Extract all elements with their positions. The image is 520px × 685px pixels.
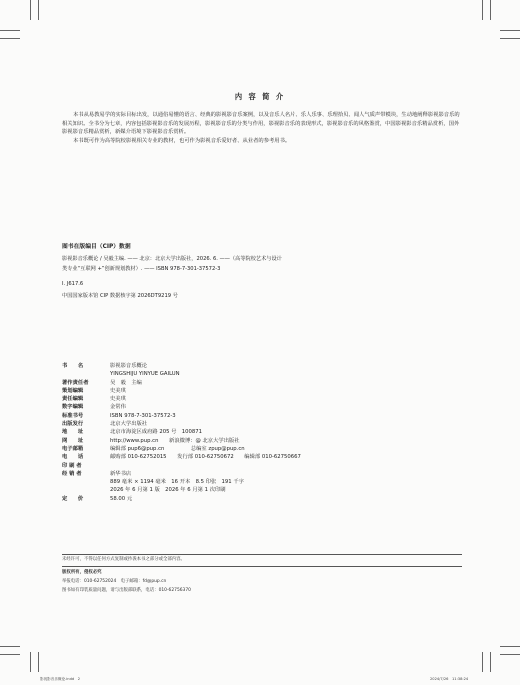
crop-mark	[490, 652, 491, 672]
cip-line: 类专业“互联网 +”创新规划教材）. —— ISBN 978-7-301-37572-3	[62, 266, 221, 272]
crop-mark	[38, 0, 39, 20]
crop-mark	[500, 646, 520, 647]
crop-mark	[482, 0, 483, 20]
row-label: 经 销 者	[62, 470, 82, 477]
row-value: 影视影音乐概论	[110, 363, 148, 369]
row-label: 数字编辑	[62, 404, 84, 411]
crop-mark	[0, 38, 20, 39]
row-label: 定 价	[62, 495, 84, 502]
row-value: 58.00 元	[110, 495, 133, 502]
timestamp-slug: 2024/7/26 11:38:24	[430, 677, 469, 681]
colophon-row	[62, 445, 462, 453]
crop-mark	[500, 30, 520, 31]
colophon-table	[62, 362, 462, 503]
colophon-row	[62, 462, 462, 470]
colophon-row	[62, 486, 462, 494]
row-label: 印 刷 者	[62, 462, 82, 469]
crop-mark	[0, 654, 20, 655]
copyright-notice: 未经许可，不得以任何方式复制或抄袭本书之部分或全部内容。	[62, 557, 185, 562]
colophon-row	[62, 420, 462, 428]
cip-record-number: 中国国家版本馆 CIP 数据核字第 2026DT9219 号	[62, 293, 178, 299]
row-label: 地 址	[62, 429, 84, 436]
row-value: http://www.pup.cn 新浪微博：@ 北京大学出版社	[110, 437, 240, 444]
colophon-row	[62, 453, 462, 461]
intro-paragraph: 本书既可作为高等院校影视相关专业的教材，也可作为影视音乐爱好者、从业者的参考用书。	[73, 137, 291, 144]
intro-body	[62, 111, 460, 145]
row-value: 新华书店	[110, 470, 132, 477]
colophon-row	[62, 412, 462, 420]
colophon-row	[62, 370, 462, 378]
rights-reserved: 版权所有，侵权必究	[62, 570, 102, 575]
crop-mark	[0, 646, 20, 647]
colophon-row	[62, 379, 462, 387]
crop-mark	[0, 30, 20, 31]
colophon-row	[62, 428, 462, 436]
row-value: 编辑部 pup6@pup.cn 总编室 zpup@pup.cn	[110, 445, 245, 452]
colophon-row	[62, 362, 462, 370]
colophon-row	[62, 470, 462, 478]
crop-mark	[30, 652, 31, 672]
row-value: ISBN 978-7-301-37572-3	[110, 412, 176, 419]
colophon-row	[62, 478, 462, 486]
cip-title: 图书在版编目（CIP）数据	[62, 244, 131, 250]
colophon-row	[62, 495, 462, 503]
row-label: 策划编辑	[62, 387, 84, 394]
row-label: 网 址	[62, 437, 84, 444]
crop-mark	[482, 652, 483, 672]
print-quality-contact: 图书如有印装质量问题，请与出版部联系，电话：010-62756370	[62, 588, 191, 593]
row-value: 2026 年 6 月第 1 版 2026 年 6 月第 1 次印刷	[110, 487, 226, 494]
row-value: 北京大学出版社	[110, 421, 148, 428]
row-label: 出版发行	[62, 421, 84, 428]
row-label: 电子邮箱	[62, 445, 84, 452]
crop-mark	[490, 0, 491, 20]
row-value: 北京市海淀区成府路 205 号 100871	[110, 429, 202, 436]
row-value: YINGSHIJU YINYUE GAILUN	[110, 371, 180, 378]
crop-mark	[30, 0, 31, 20]
divider	[62, 566, 462, 567]
crop-mark	[500, 654, 520, 655]
cip-line: 影视影音乐概论 / 吴毅主编. —— 北京：北京大学出版社，2026. 6. ——（高等院校艺术与设计	[62, 256, 282, 262]
row-value: 金常伟	[110, 404, 126, 411]
colophon-row	[62, 395, 462, 403]
row-label: 标准书号	[62, 412, 84, 419]
row-label: 书 名	[62, 363, 84, 369]
row-label: 电 话	[62, 454, 84, 461]
row-label: 著作责任者	[62, 379, 89, 386]
row-value: 史美琪	[110, 396, 126, 403]
intro-title: 内 容 简 介	[234, 92, 286, 101]
row-value: 吴 毅 主编	[110, 379, 142, 386]
row-value: 邮购部 010-62752015 发行部 010-62750672 编辑部 010-62750667	[110, 454, 301, 461]
colophon-row	[62, 437, 462, 445]
row-label: 责任编辑	[62, 396, 84, 403]
colophon-row	[62, 387, 462, 395]
colophon-row	[62, 403, 462, 411]
crop-mark	[500, 38, 520, 39]
crop-mark	[38, 652, 39, 672]
divider	[62, 554, 462, 555]
report-contact: 举报电话：010-62752024 电子邮箱：fd@pup.cn	[62, 579, 167, 584]
row-value: 史美琪	[110, 387, 126, 394]
cip-classification: Ⅰ. J617.6	[62, 281, 84, 287]
file-slug: 影视影音乐概论.indd 2	[40, 677, 81, 681]
intro-paragraph: 本书从易教易学的实际目标出发，以通俗易懂的语言、经典的影视影音乐案例，以及音乐人名片、乐人乐事、乐理拾贝、闻人气质声带模块，生动地阐释影视影音乐的相关知识。全书分为七章，内容包括影视影音乐的发展历程，影视影音乐的分类与作用，影视影音乐的表现形式，影视影音乐的风格鉴赏，中国影视影音乐精品赏析，国外影视影音乐精品赏析，新媒介语境下影视影音乐赏析。	[62, 112, 460, 136]
row-value: 889 毫米 × 1194 毫米 16 开本 8.5 印张 191 千字	[110, 479, 244, 486]
